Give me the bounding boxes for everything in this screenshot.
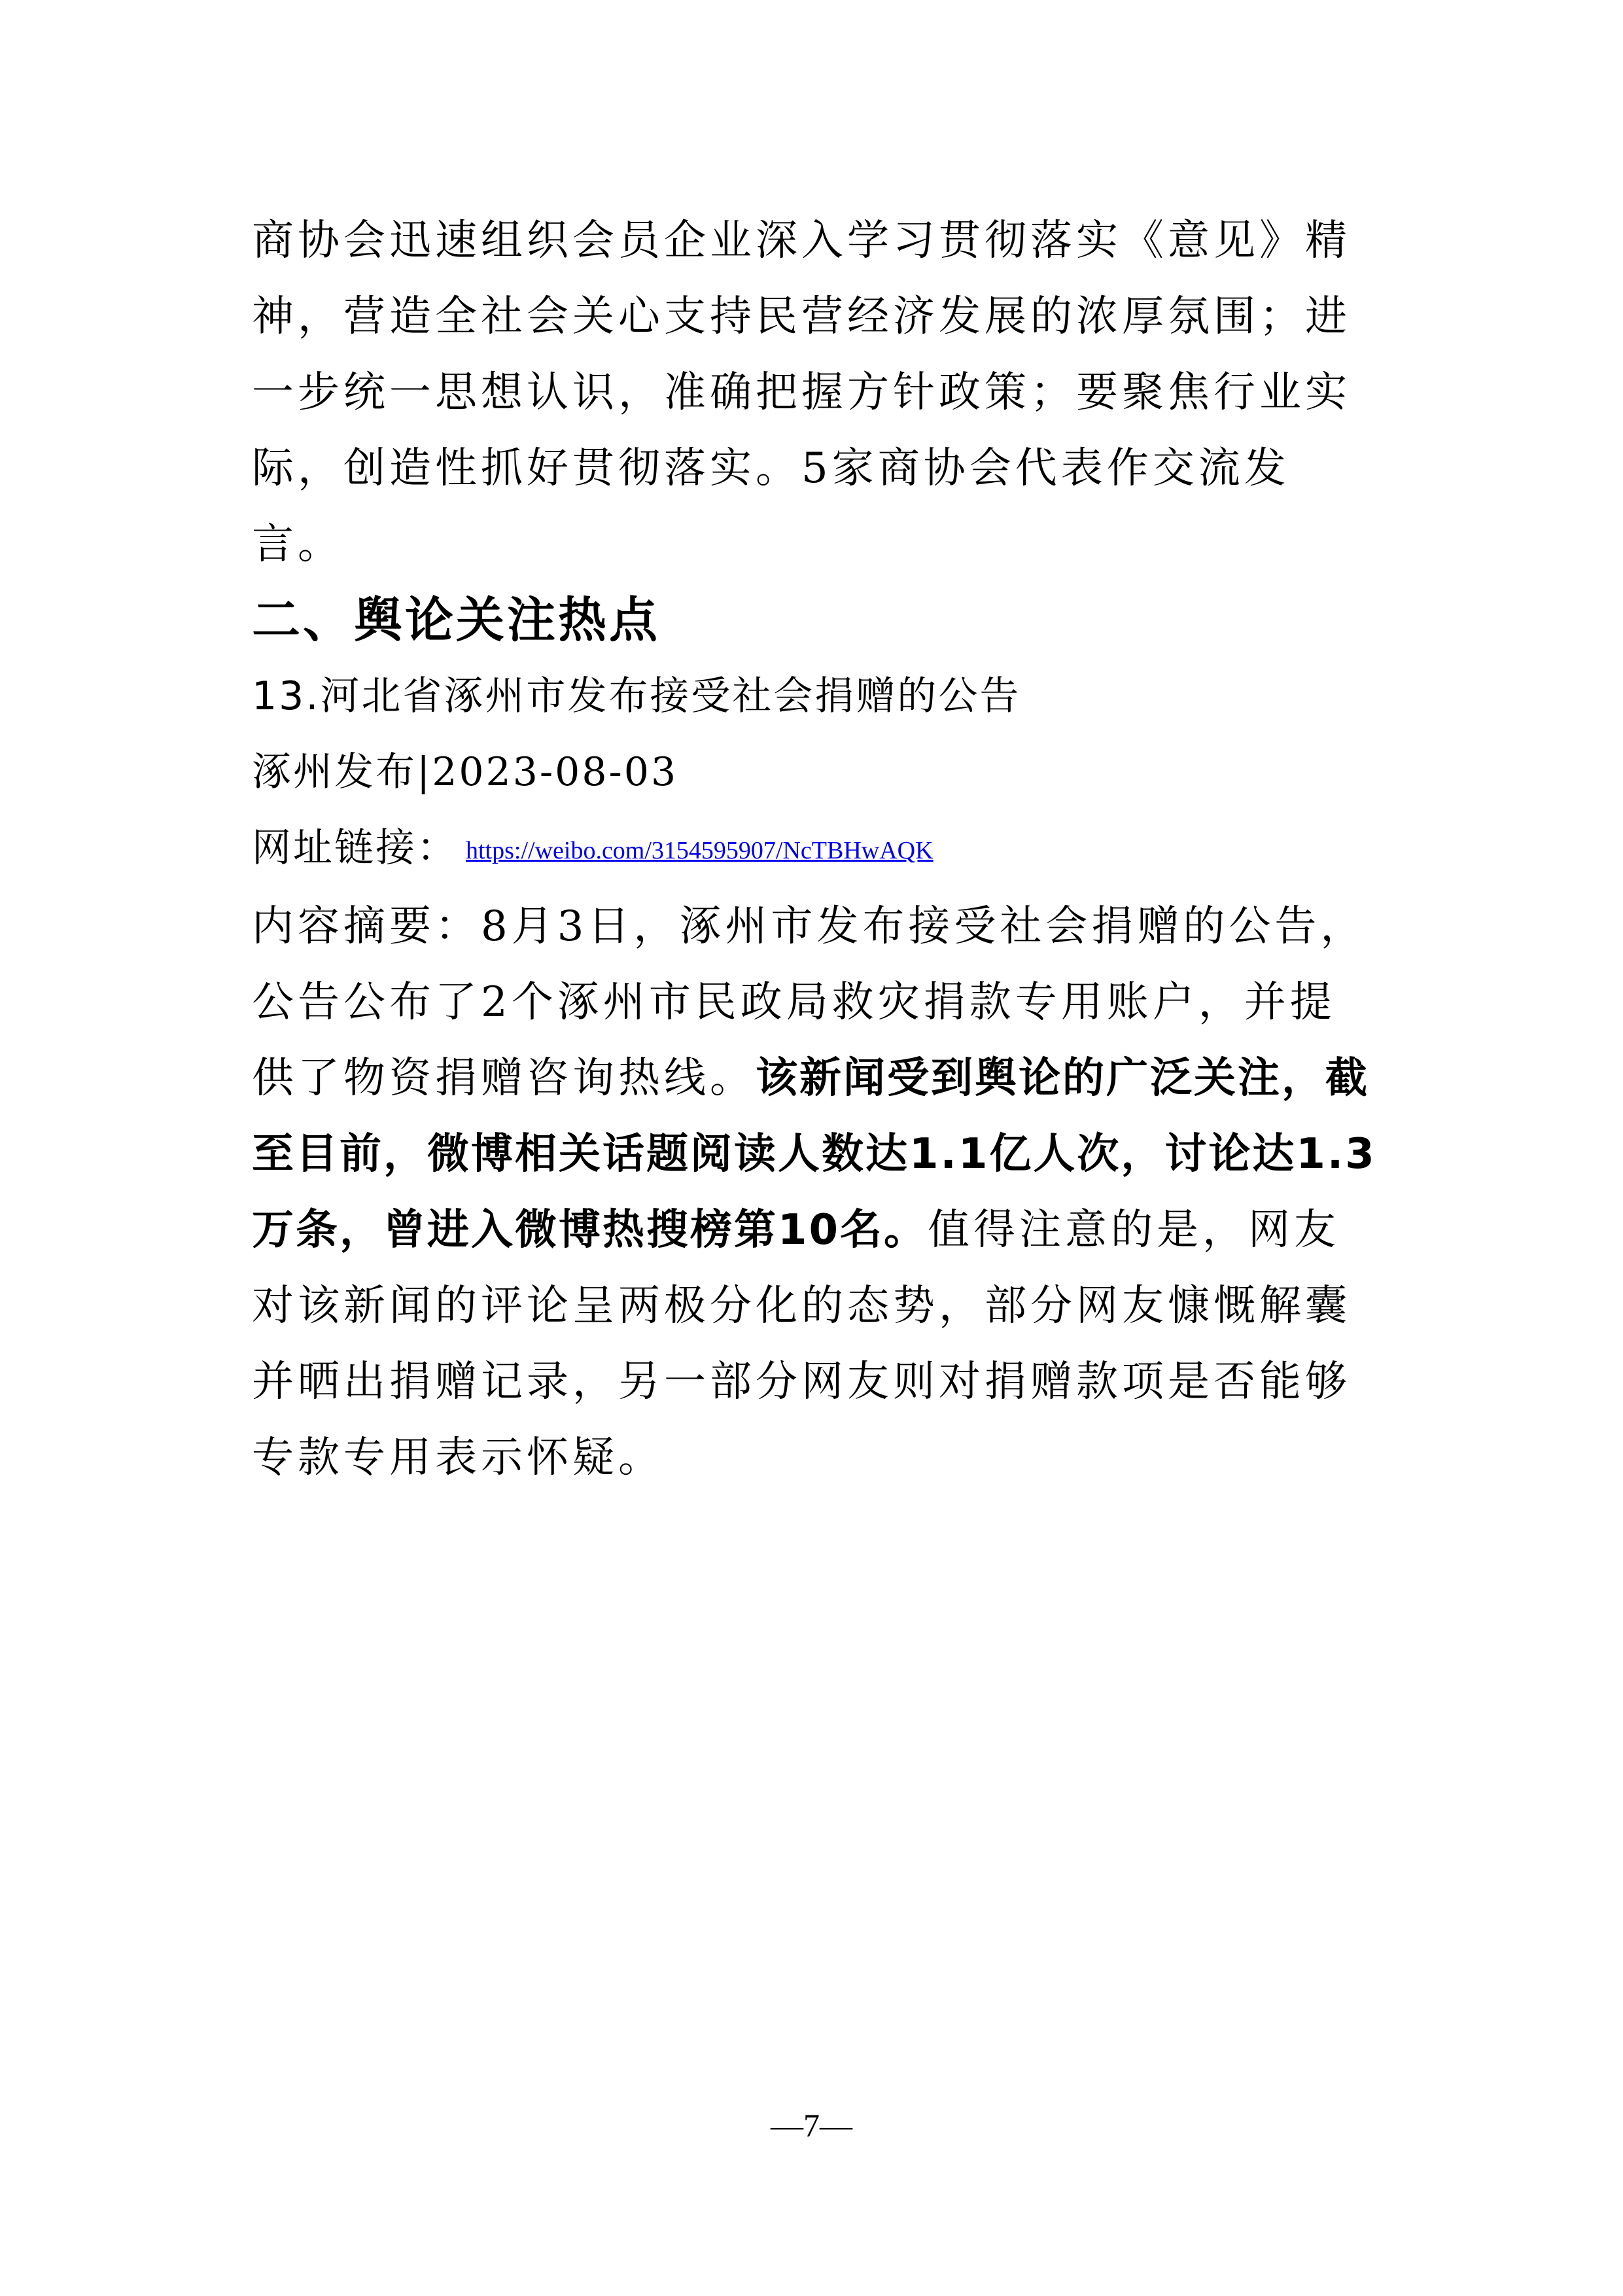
page-number: —7—: [771, 2107, 852, 2144]
intro-paragraph: 商协会迅速组织会员企业深入学习贯彻落实《意见》精神，营造全社会关心支持民营经济发展的浓厚氛围；进一步统一思想认识，准确把握方针政策；要聚焦行业实际，创造性抓好贯彻落实。5家商协会代表作交流发言。: [252, 217, 1351, 569]
summary-start: 内容摘要：8月3日，涿州市发布接受社会捐赠的公告，公告公布了2个涿州市民政局救灾捐款专用账户，并提供了物资捐赠咨询热线。: [252, 902, 1367, 1103]
url-label: 网址链接：: [252, 825, 458, 871]
summary-bold-highlight: 该新闻受到舆论的广泛关注，截至目前，微博相关话题阅读人数达1.1亿人次，讨论达1.3万条，曾进入微博热搜榜第10名。: [252, 1054, 1376, 1255]
item-url-line: [252, 810, 1377, 889]
item-summary: [252, 889, 1377, 1496]
page-content: [252, 203, 1377, 1496]
weibo-link[interactable]: https://weibo.com/3154595907/NcTBHwAQK: [466, 837, 934, 865]
summary-end: 值得注意的是，网友对该新闻的评论呈两极分化的态势，部分网友慷慨解囊并晒出捐赠记录，另一部分网友则对捐赠款项是否能够专款专用表示怀疑。: [252, 1206, 1351, 1483]
item-source-date: 涿州发布|2023-08-03: [252, 749, 678, 795]
item-title: 13.河北省涿州市发布接受社会捐赠的公告: [252, 673, 1021, 719]
section-heading: 二、舆论关注热点: [252, 592, 660, 648]
